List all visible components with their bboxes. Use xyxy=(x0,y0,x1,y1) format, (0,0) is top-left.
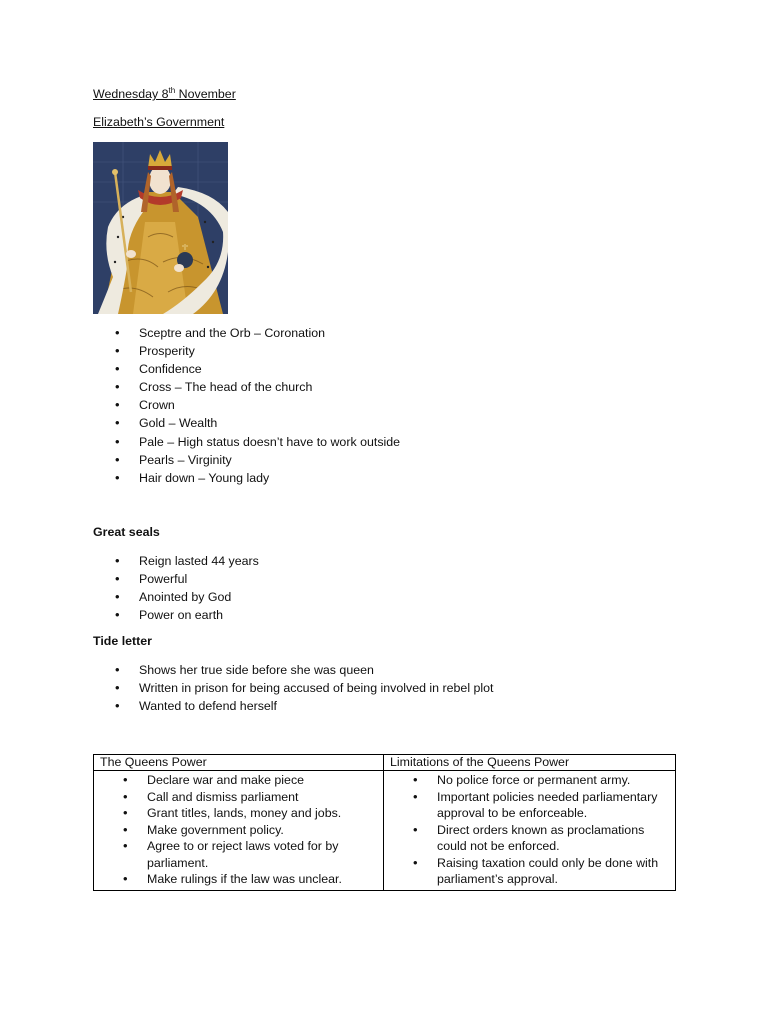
list-item: • Prosperity xyxy=(93,342,400,360)
limitations-cell xyxy=(384,771,676,891)
list-item: • Powerful xyxy=(93,570,259,588)
tide-letter-list xyxy=(93,661,494,715)
list-item: • Cross – The head of the church xyxy=(93,378,400,396)
page-title: Elizabeth’s Government xyxy=(93,115,225,129)
elizabeth-portrait-image xyxy=(93,142,228,314)
list-item: • Written in prison for being accused of being involved in rebel plot xyxy=(93,679,494,697)
list-item: • Gold – Wealth xyxy=(93,414,400,432)
table-list-item: • Call and dismiss parliament xyxy=(94,789,383,806)
table-list-item: • Important policies needed parliamentary approval to be enforceable. xyxy=(384,789,675,822)
list-item: • Pearls – Virginity xyxy=(93,451,400,469)
date-line xyxy=(93,87,236,101)
powers-table xyxy=(93,754,676,891)
table-list-item: • Agree to or reject laws voted for by parliament. xyxy=(94,838,383,871)
list-item: • Confidence xyxy=(93,360,400,378)
date-month: November xyxy=(175,87,236,101)
table-list-item: • Raising taxation could only be done with parliament’s approval. xyxy=(384,855,675,888)
date-text: Wednesday 8 xyxy=(93,87,169,101)
list-item: • Reign lasted 44 years xyxy=(93,552,259,570)
list-item: • Sceptre and the Orb – Coronation xyxy=(93,324,400,342)
table-list-item: • Make rulings if the law was unclear. xyxy=(94,871,383,888)
list-item: • Power on earth xyxy=(93,606,259,624)
date-superscript: th xyxy=(168,85,176,95)
table-list-item: • Grant titles, lands, money and jobs. xyxy=(94,805,383,822)
list-item: • Pale – High status doesn’t have to work outside xyxy=(93,433,400,451)
table-header-queens-power: The Queens Power xyxy=(94,755,384,771)
queens-power-list xyxy=(94,771,383,890)
list-item: • Shows her true side before she was queen xyxy=(93,661,494,679)
list-item: • Wanted to defend herself xyxy=(93,697,494,715)
table-list-item: • Make government policy. xyxy=(94,822,383,839)
table-list-item: • Declare war and make piece xyxy=(94,772,383,789)
tide-letter-heading: Tide letter xyxy=(93,634,152,648)
queens-power-cell xyxy=(94,771,384,891)
symbols-list xyxy=(93,324,400,487)
limitations-list xyxy=(384,771,675,890)
list-item: • Anointed by God xyxy=(93,588,259,606)
great-seals-heading: Great seals xyxy=(93,525,160,539)
great-seals-list xyxy=(93,552,259,624)
table-list-item: • No police force or permanent army. xyxy=(384,772,675,789)
table-header-limitations: Limitations of the Queens Power xyxy=(384,755,676,771)
list-item: • Hair down – Young lady xyxy=(93,469,400,487)
list-item: • Crown xyxy=(93,396,400,414)
table-list-item: • Direct orders known as proclamations could not be enforced. xyxy=(384,822,675,855)
